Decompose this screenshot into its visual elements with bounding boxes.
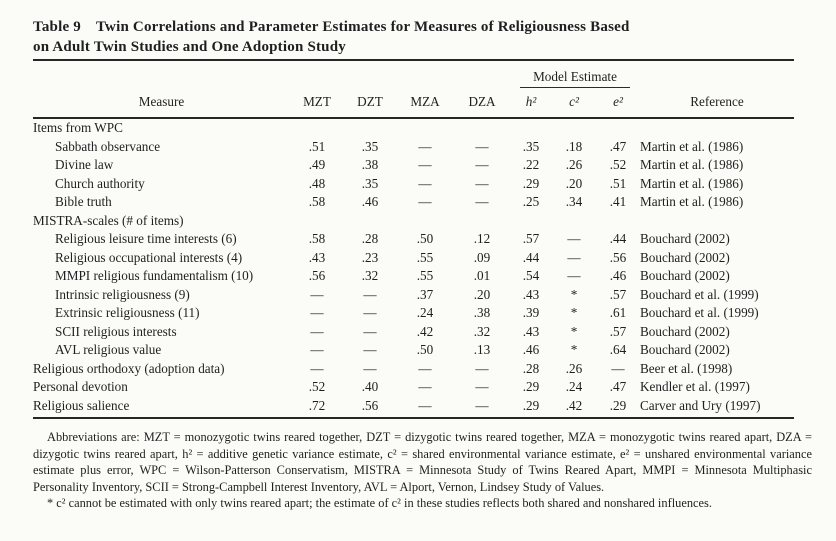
span-header-spacer-left: [33, 60, 510, 88]
measure-cell: Intrinsic religiousness (9): [55, 286, 190, 302]
value-cell-mza: .55: [416, 268, 434, 283]
value-cell-h2: .43: [522, 286, 540, 302]
value-cell-e2: .41: [609, 194, 627, 209]
value-cell-h2: [510, 212, 552, 231]
value-cell-h2: .29: [522, 175, 540, 191]
measure-cell: Sabbath observance: [55, 138, 161, 154]
value-cell-dza: —: [475, 175, 489, 191]
reference-cell: Kendler et al. (1997): [640, 379, 750, 394]
value-cell-dzt: [344, 212, 396, 231]
reference-cell: Beer et al. (1998): [640, 360, 733, 376]
value-cell-c2: [552, 212, 596, 231]
value-cell-mzt: [290, 118, 344, 138]
value-cell-h2: .46: [522, 342, 540, 357]
value-cell-mza: .55: [416, 249, 434, 265]
table-row: [33, 360, 794, 379]
value-cell-c2: [552, 118, 596, 138]
table-row: [33, 156, 794, 175]
value-cell-dzt: .35: [361, 175, 379, 191]
value-cell-c2: —: [567, 268, 581, 283]
table-row: [33, 378, 794, 397]
reference-cell: Bouchard et al. (1999): [640, 286, 759, 302]
value-cell-c2: *: [570, 305, 578, 320]
value-cell-c2: .34: [565, 194, 583, 209]
value-cell-c2: .24: [565, 379, 583, 394]
footnotes: [33, 429, 812, 512]
value-cell-e2: [596, 212, 640, 231]
value-cell-dza: [454, 212, 510, 231]
value-cell-mzt: .52: [308, 379, 326, 394]
column-header-mza: MZA: [396, 88, 454, 118]
value-cell-dzt: —: [363, 342, 377, 357]
reference-cell: Martin et al. (1986): [640, 175, 744, 191]
value-cell-e2: .29: [609, 397, 627, 413]
value-cell-dzt: —: [363, 323, 377, 339]
value-cell-c2: *: [570, 286, 578, 302]
measure-cell: MISTRA-scales (# of items): [33, 212, 184, 228]
value-cell-mza: —: [418, 379, 432, 394]
value-cell-c2: —: [567, 249, 581, 265]
value-cell-dza: .20: [473, 286, 491, 302]
column-header-dzt: DZT: [344, 88, 396, 118]
value-cell-h2: .44: [522, 249, 540, 265]
value-cell-h2: .43: [522, 323, 540, 339]
value-cell-e2: .44: [609, 231, 627, 246]
table-row: [33, 193, 794, 212]
column-header-measure: Measure: [33, 88, 290, 118]
twin-correlations-table: [33, 59, 794, 419]
footnote-asterisk: * c² cannot be estimated with only twins reared apart; the estimate of c² in these studies reflects both shared and nonshared influences.: [47, 496, 712, 511]
table-body: [33, 118, 794, 418]
value-cell-h2: .22: [522, 157, 540, 172]
reference-cell: Bouchard (2002): [640, 249, 730, 265]
value-cell-dzt: .46: [361, 194, 379, 209]
measure-cell: Bible truth: [55, 194, 112, 209]
value-cell-e2: .61: [609, 305, 627, 320]
value-cell-h2: .29: [522, 379, 540, 394]
value-cell-dzt: —: [363, 305, 377, 320]
table-row: [33, 230, 794, 249]
model-estimate-label: Model Estimate: [520, 69, 630, 88]
column-header-h2: h²: [510, 88, 552, 118]
measure-cell: Religious salience: [33, 397, 130, 413]
value-cell-dza: —: [475, 379, 489, 394]
value-cell-e2: .52: [609, 157, 627, 172]
value-cell-dzt: .35: [361, 138, 379, 154]
value-cell-dza: .12: [473, 231, 491, 246]
value-cell-mza: —: [418, 175, 432, 191]
value-cell-dzt: [344, 118, 396, 138]
value-cell-dza: .38: [473, 305, 491, 320]
value-cell-mzt: —: [310, 323, 324, 339]
value-cell-dza: —: [475, 157, 489, 172]
value-cell-mza: [396, 212, 454, 231]
measure-cell: SCII religious interests: [55, 323, 177, 339]
value-cell-h2: .57: [522, 231, 540, 246]
value-cell-mzt: —: [310, 360, 324, 376]
model-estimate-header: [510, 60, 640, 88]
value-cell-h2: .39: [522, 305, 540, 320]
value-cell-mzt: —: [310, 342, 324, 357]
reference-cell: Bouchard (2002): [640, 342, 730, 357]
value-cell-dza: —: [475, 194, 489, 209]
measure-cell: MMPI religious fundamentalism (10): [55, 268, 254, 283]
table-row: [33, 138, 794, 157]
value-cell-h2: .35: [522, 138, 540, 154]
measure-cell: Extrinsic religiousness (11): [55, 305, 200, 320]
value-cell-mzt: —: [310, 286, 324, 302]
column-header-mzt: MZT: [290, 88, 344, 118]
measure-cell: Divine law: [55, 157, 114, 172]
table-row: [33, 118, 794, 138]
column-header-c2: c²: [552, 88, 596, 118]
value-cell-dzt: .32: [361, 268, 379, 283]
table-title: [33, 17, 812, 57]
measure-cell: AVL religious value: [55, 342, 162, 357]
value-cell-mza: .50: [416, 231, 434, 246]
table-row: [33, 249, 794, 268]
value-cell-e2: .57: [609, 323, 627, 339]
value-cell-mzt: [290, 212, 344, 231]
value-cell-h2: [510, 118, 552, 138]
table-title-line1: [33, 17, 812, 37]
value-cell-e2: [596, 118, 640, 138]
value-cell-dza: —: [475, 138, 489, 154]
value-cell-dzt: .40: [361, 379, 379, 394]
table-row: [33, 267, 794, 286]
value-cell-mza: —: [418, 397, 432, 413]
value-cell-mzt: .48: [308, 175, 326, 191]
column-header-e2: e²: [596, 88, 640, 118]
value-cell-mza: —: [418, 138, 432, 154]
reference-cell: Bouchard (2002): [640, 323, 730, 339]
value-cell-c2: .26: [565, 360, 583, 376]
value-cell-mzt: .72: [308, 397, 326, 413]
value-cell-dza: [454, 118, 510, 138]
value-cell-mzt: .58: [308, 194, 326, 209]
value-cell-mzt: .49: [308, 157, 326, 172]
value-cell-c2: .20: [565, 175, 583, 191]
reference-cell: Martin et al. (1986): [640, 194, 744, 209]
value-cell-e2: .47: [609, 138, 627, 154]
reference-cell: Martin et al. (1986): [640, 138, 744, 154]
value-cell-h2: .28: [522, 360, 540, 376]
value-cell-h2: .29: [522, 397, 540, 413]
value-cell-mza: —: [418, 360, 432, 376]
value-cell-h2: .54: [522, 268, 540, 283]
table-title-line2: on Adult Twin Studies and One Adoption Study: [33, 39, 346, 55]
measure-cell: Religious occupational interests (4): [55, 249, 243, 265]
value-cell-c2: .18: [565, 138, 583, 154]
value-cell-c2: .26: [565, 157, 583, 172]
value-cell-e2: .56: [609, 249, 627, 265]
value-cell-mza: .37: [416, 286, 434, 302]
value-cell-mzt: .43: [308, 249, 326, 265]
reference-cell: Bouchard (2002): [640, 231, 730, 246]
value-cell-dzt: .28: [361, 231, 379, 246]
value-cell-dza: .09: [473, 249, 491, 265]
value-cell-mzt: —: [310, 305, 324, 320]
value-cell-dzt: —: [363, 286, 377, 302]
measure-cell: Personal devotion: [33, 379, 128, 394]
reference-cell: [640, 118, 794, 138]
table-row: [33, 286, 794, 305]
value-cell-dzt: .38: [361, 157, 379, 172]
value-cell-c2: .42: [565, 397, 583, 413]
span-header-spacer-right: [640, 60, 794, 88]
value-cell-e2: .64: [609, 342, 627, 357]
table-number: Table 9: [33, 19, 81, 35]
value-cell-dza: .13: [473, 342, 491, 357]
value-cell-dza: —: [475, 360, 489, 376]
column-header-row: [33, 88, 794, 118]
measure-cell: Religious leisure time interests (6): [55, 231, 237, 246]
reference-cell: [640, 212, 794, 231]
reference-cell: Carver and Ury (1997): [640, 397, 761, 413]
value-cell-mzt: .56: [308, 268, 326, 283]
column-header-dza: DZA: [454, 88, 510, 118]
value-cell-c2: —: [567, 231, 581, 246]
table-row: [33, 212, 794, 231]
value-cell-e2: —: [611, 360, 625, 376]
reference-cell: Bouchard (2002): [640, 268, 730, 283]
value-cell-e2: .57: [609, 286, 627, 302]
value-cell-dza: .01: [473, 268, 491, 283]
value-cell-mza: —: [418, 194, 432, 209]
value-cell-mza: —: [418, 157, 432, 172]
value-cell-mza: .42: [416, 323, 434, 339]
measure-cell: Religious orthodoxy (adoption data): [33, 360, 225, 376]
span-header-row: [33, 60, 794, 88]
value-cell-mzt: .58: [308, 231, 326, 246]
value-cell-c2: *: [570, 342, 578, 357]
value-cell-dza: —: [475, 397, 489, 413]
footnote-abbreviations: Abbreviations are: MZT = monozygotic twins reared together, DZT = dizygotic twins reared together, MZA = monozygotic twins reared apart, DZA = dizygotic twins reared apart, h² = additive genetic variance estimate, c² = shared environmental variance estimate, e² = unshared environmental variance estimate plus error, WPC = Wilson-Patterson Conservatism, MISTRA = Minnesota Study of Twins Reared Apart, MMPI = Minnesota Multiphasic Personality Inventory, SCII = Strong-Campbell Interest Inventory, AVL = Alport, Vernon, Lindsey Study of Values.: [33, 430, 812, 494]
value-cell-mza: [396, 118, 454, 138]
value-cell-e2: .47: [609, 379, 627, 394]
column-header-reference: Reference: [640, 88, 794, 118]
table-row: [33, 397, 794, 419]
measure-cell: Items from WPC: [33, 120, 123, 135]
value-cell-h2: .25: [522, 194, 540, 209]
table-row: [33, 323, 794, 342]
value-cell-dzt: .56: [361, 397, 379, 413]
value-cell-e2: .46: [609, 268, 627, 283]
value-cell-dzt: .23: [361, 249, 379, 265]
reference-cell: Martin et al. (1986): [640, 157, 744, 172]
value-cell-c2: *: [570, 323, 578, 339]
value-cell-mza: .50: [416, 342, 434, 357]
table-row: [33, 175, 794, 194]
value-cell-dza: .32: [473, 323, 491, 339]
value-cell-e2: .51: [609, 175, 627, 191]
table-row: [33, 341, 794, 360]
value-cell-mzt: .51: [308, 138, 326, 154]
table-title-text: Twin Correlations and Parameter Estimates for Measures of Religiousness Based: [95, 19, 630, 35]
value-cell-mza: .24: [416, 305, 434, 320]
measure-cell: Church authority: [55, 175, 145, 191]
reference-cell: Bouchard et al. (1999): [640, 305, 759, 320]
value-cell-dzt: —: [363, 360, 377, 376]
table-row: [33, 304, 794, 323]
